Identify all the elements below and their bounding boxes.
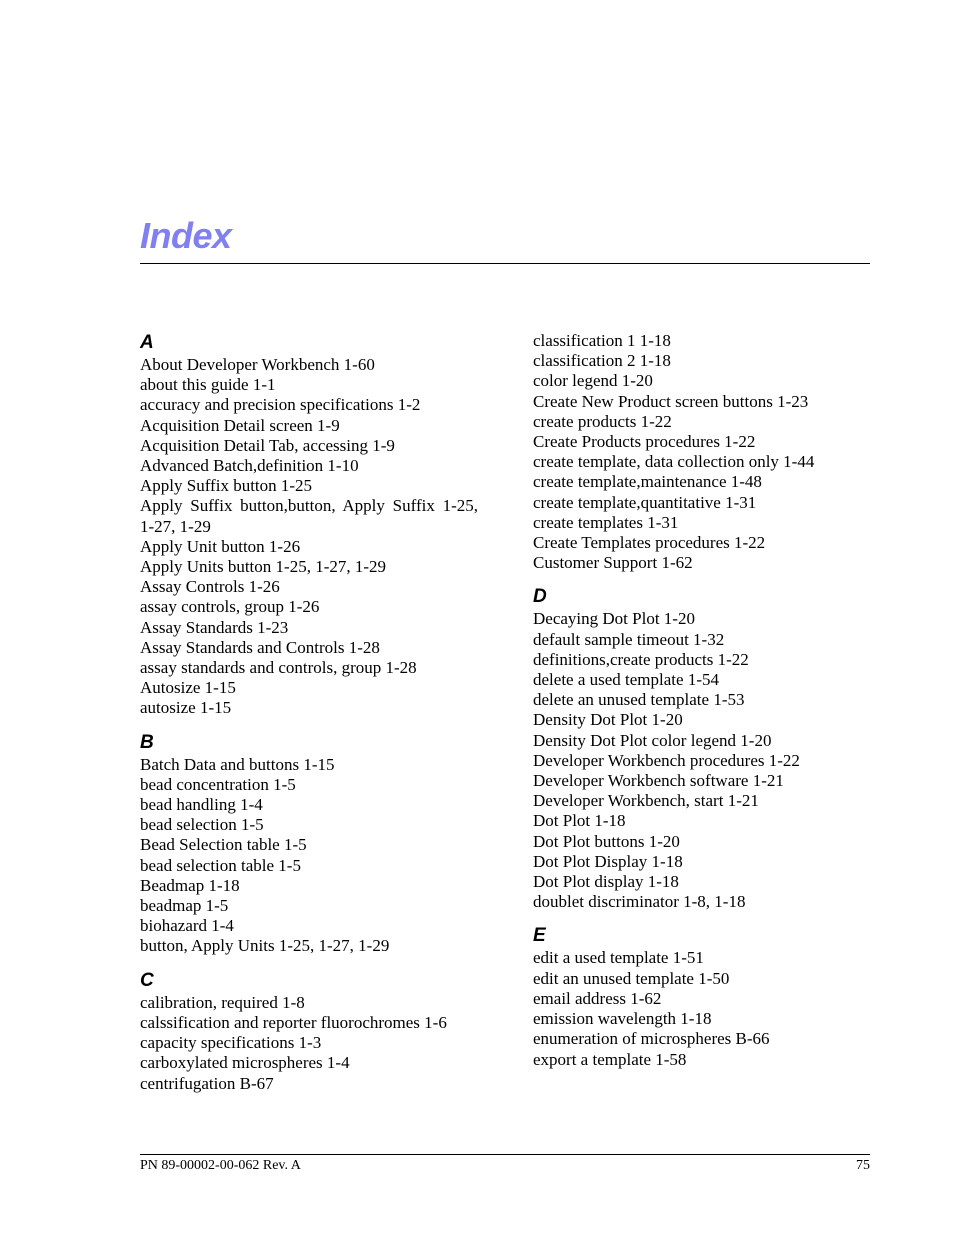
index-entry: doublet discriminator 1-8, 1-18	[533, 892, 746, 912]
index-group	[140, 731, 478, 957]
footer-part-number: PN 89-00002-00-062 Rev. A	[140, 1158, 301, 1173]
index-entry: create template, data collection only 1-44	[533, 452, 815, 472]
footer-divider	[140, 1154, 870, 1155]
index-group	[140, 969, 478, 1094]
index-entry: capacity specifications 1-3	[140, 1033, 322, 1053]
index-entry: bead selection table 1-5	[140, 855, 301, 875]
index-entry: assay controls, group 1-26	[140, 597, 320, 617]
index-entry: Acquisition Detail screen 1-9	[140, 415, 340, 435]
index-entry: Autosize 1-15	[140, 678, 236, 698]
index-entry: create template,quantitative 1-31	[533, 492, 757, 512]
index-entry: Beadmap 1-18	[140, 875, 240, 895]
index-entry: Bead Selection table 1-5	[140, 835, 307, 855]
index-entry: email address 1-62	[533, 988, 662, 1008]
index-letter-heading: A	[140, 332, 154, 353]
index-entry-list	[533, 609, 863, 912]
index-entry: delete a used template 1-54	[533, 670, 719, 690]
index-letter-heading: B	[140, 731, 154, 753]
index-entry: bead handling 1-4	[140, 795, 263, 815]
index-entry: Batch Data and buttons 1-15	[140, 754, 335, 774]
index-entry: Create Products procedures 1-22	[533, 432, 756, 452]
index-group	[533, 331, 863, 573]
index-entry: Create Templates procedures 1-22	[533, 533, 766, 553]
index-entry: edit a used template 1-51	[533, 948, 704, 968]
index-group	[533, 585, 863, 912]
index-entry: autosize 1-15	[140, 698, 232, 718]
index-column-right	[533, 331, 863, 1070]
index-entry: Apply Suffix button,button, Apply Suffix 1-25, 1-27, 1-29	[140, 496, 478, 536]
index-entry: Developer Workbench procedures 1-22	[533, 750, 800, 770]
index-entry: button, Apply Units 1-25, 1-27, 1-29	[140, 936, 390, 956]
index-entry: biohazard 1-4	[140, 916, 234, 936]
index-entry: Create New Product screen buttons 1-23	[533, 391, 809, 411]
index-letter-heading: C	[140, 969, 154, 991]
page-title: Index	[140, 215, 232, 256]
index-entry: centrifugation B-67	[140, 1073, 274, 1093]
index-entry: edit an unused template 1-50	[533, 968, 730, 988]
index-column-left	[140, 331, 478, 1094]
index-entry: enumeration of microspheres B-66	[533, 1029, 770, 1049]
index-entry: Density Dot Plot color legend 1-20	[533, 730, 772, 750]
index-entry: create templates 1-31	[533, 512, 679, 532]
index-entry: Developer Workbench software 1-21	[533, 771, 784, 791]
index-entry: About Developer Workbench 1-60	[140, 355, 375, 374]
index-entry: emission wavelength 1-18	[533, 1009, 712, 1029]
index-entry: Decaying Dot Plot 1-20	[533, 609, 695, 629]
index-entry-list	[140, 755, 478, 957]
index-letter-heading: D	[533, 586, 547, 608]
index-letter-heading: E	[533, 925, 546, 947]
index-entry: Assay Standards and Controls 1-28	[140, 637, 380, 657]
index-entry: Advanced Batch,definition 1-10	[140, 456, 359, 476]
index-entry: Density Dot Plot 1-20	[533, 710, 683, 730]
index-entry: Dot Plot buttons 1-20	[533, 831, 680, 851]
index-entry: Dot Plot 1-18	[533, 811, 626, 831]
index-entry-list	[140, 993, 478, 1094]
index-entry: Dot Plot Display 1-18	[533, 851, 683, 871]
index-entry: bead concentration 1-5	[140, 774, 296, 794]
index-entry: assay standards and controls, group 1-28	[140, 658, 417, 678]
index-entry: Apply Suffix button 1-25	[140, 476, 313, 496]
index-entry: Developer Workbench, start 1-21	[533, 791, 759, 811]
index-entry: Customer Support 1-62	[533, 553, 693, 573]
index-entry: Acquisition Detail Tab, accessing 1-9	[140, 435, 395, 455]
footer-page-number: 75	[856, 1158, 870, 1173]
index-entry: create template,maintenance 1-48	[533, 472, 762, 492]
index-entry: Assay Controls 1-26	[140, 577, 280, 597]
index-entry: calibration, required 1-8	[140, 992, 305, 1012]
index-entry: Apply Units button 1-25, 1-27, 1-29	[140, 557, 387, 577]
index-entry: color legend 1-20	[533, 371, 653, 391]
index-entry: create products 1-22	[533, 411, 672, 431]
index-entry: Apply Unit button 1-26	[140, 536, 301, 556]
index-entry: classification 2 1-18	[533, 351, 671, 371]
index-entry-list	[533, 331, 863, 573]
index-entry: export a template 1-58	[533, 1049, 687, 1069]
index-entry: classification 1 1-18	[533, 331, 671, 350]
index-group	[140, 331, 478, 719]
index-group	[533, 924, 863, 1069]
index-entry: accuracy and precision specifications 1-2	[140, 395, 421, 415]
index-entry-list	[140, 355, 478, 719]
index-entry: definitions,create products 1-22	[533, 649, 749, 669]
index-entry: bead selection 1-5	[140, 815, 264, 835]
index-entry: Dot Plot display 1-18	[533, 872, 679, 892]
index-entry-list	[533, 948, 863, 1069]
title-divider	[140, 263, 870, 264]
index-entry: calssification and reporter fluorochromes 1-6	[140, 1012, 447, 1032]
index-entry: carboxylated microspheres 1-4	[140, 1053, 350, 1073]
index-entry: about this guide 1-1	[140, 375, 276, 395]
index-entry: beadmap 1-5	[140, 896, 229, 916]
index-entry: delete an unused template 1-53	[533, 690, 745, 710]
index-entry: default sample timeout 1-32	[533, 629, 725, 649]
index-entry: Assay Standards 1-23	[140, 617, 289, 637]
